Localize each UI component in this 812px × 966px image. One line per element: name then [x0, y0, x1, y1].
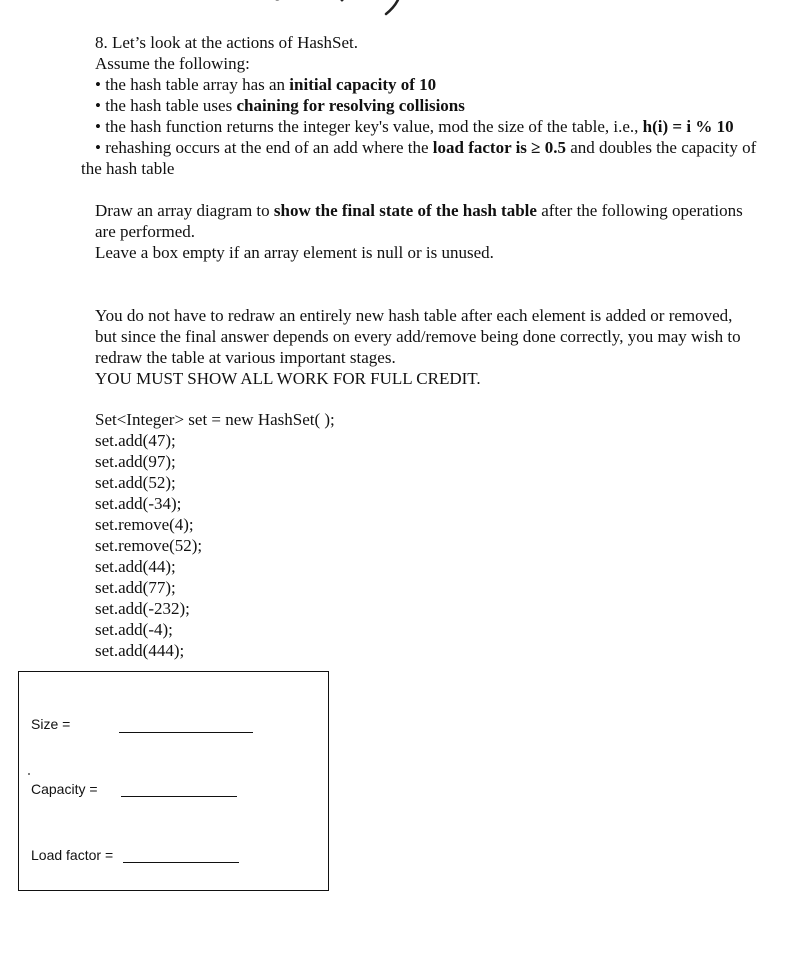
code-line: set.remove(52);	[95, 536, 203, 555]
bullet-rehashing: • rehashing occurs at the end of an add where the load factor is ≥ 0.5 and doubles the capacity of	[95, 138, 757, 157]
draw-instruction-cont: are performed.	[95, 222, 196, 241]
size-answer-line[interactable]	[119, 732, 253, 733]
note-line-3: redraw the table at various important stages.	[95, 348, 396, 367]
load-factor-answer-line[interactable]	[123, 862, 239, 863]
bullet-hash-function: • the hash function returns the integer key's value, mod the size of the table, i.e., h(i) = i % 10	[95, 117, 734, 136]
code-line: set.add(77);	[95, 578, 176, 597]
handwriting-scrawl	[250, 0, 430, 20]
capacity-label: Capacity =	[31, 781, 98, 797]
code-block	[95, 409, 807, 661]
code-line: set.add(-232);	[95, 599, 190, 618]
size-label: Size =	[31, 716, 71, 732]
bullet-initial-capacity: • the hash table array has an initial capacity of 10	[95, 75, 437, 94]
load-factor-label: Load factor =	[31, 847, 114, 863]
question-heading: 8. Let’s look at the actions of HashSet.	[95, 33, 358, 52]
code-line: set.add(-34);	[95, 494, 182, 513]
code-line: set.add(44);	[95, 557, 176, 576]
code-line: set.add(52);	[95, 473, 176, 492]
bullet-chaining: • the hash table uses chaining for resolving collisions	[95, 96, 465, 115]
pen-mark	[28, 773, 30, 775]
note-line-4: YOU MUST SHOW ALL WORK FOR FULL CREDIT.	[95, 369, 481, 388]
code-line: set.add(97);	[95, 452, 176, 471]
code-line: Set<Integer> set = new HashSet( );	[95, 410, 335, 429]
note-line-1: You do not have to redraw an entirely new hash table after each element is added or removed,	[95, 306, 733, 325]
code-line: set.add(444);	[95, 641, 185, 660]
bullet-rehashing-cont: the hash table	[81, 159, 175, 178]
code-line: set.add(-4);	[95, 620, 173, 639]
assume-line: Assume the following:	[95, 54, 250, 73]
leave-empty-instruction: Leave a box empty if an array element is null or is unused.	[95, 243, 494, 262]
code-line: set.remove(4);	[95, 515, 194, 534]
question-text	[81, 32, 807, 661]
answer-box	[18, 671, 329, 891]
code-line: set.add(47);	[95, 431, 176, 450]
draw-instruction: Draw an array diagram to show the final state of the hash table after the following operations	[95, 201, 743, 220]
capacity-answer-line[interactable]	[121, 796, 237, 797]
note-line-2: but since the final answer depends on every add/remove being done correctly, you may wish to	[95, 327, 741, 346]
